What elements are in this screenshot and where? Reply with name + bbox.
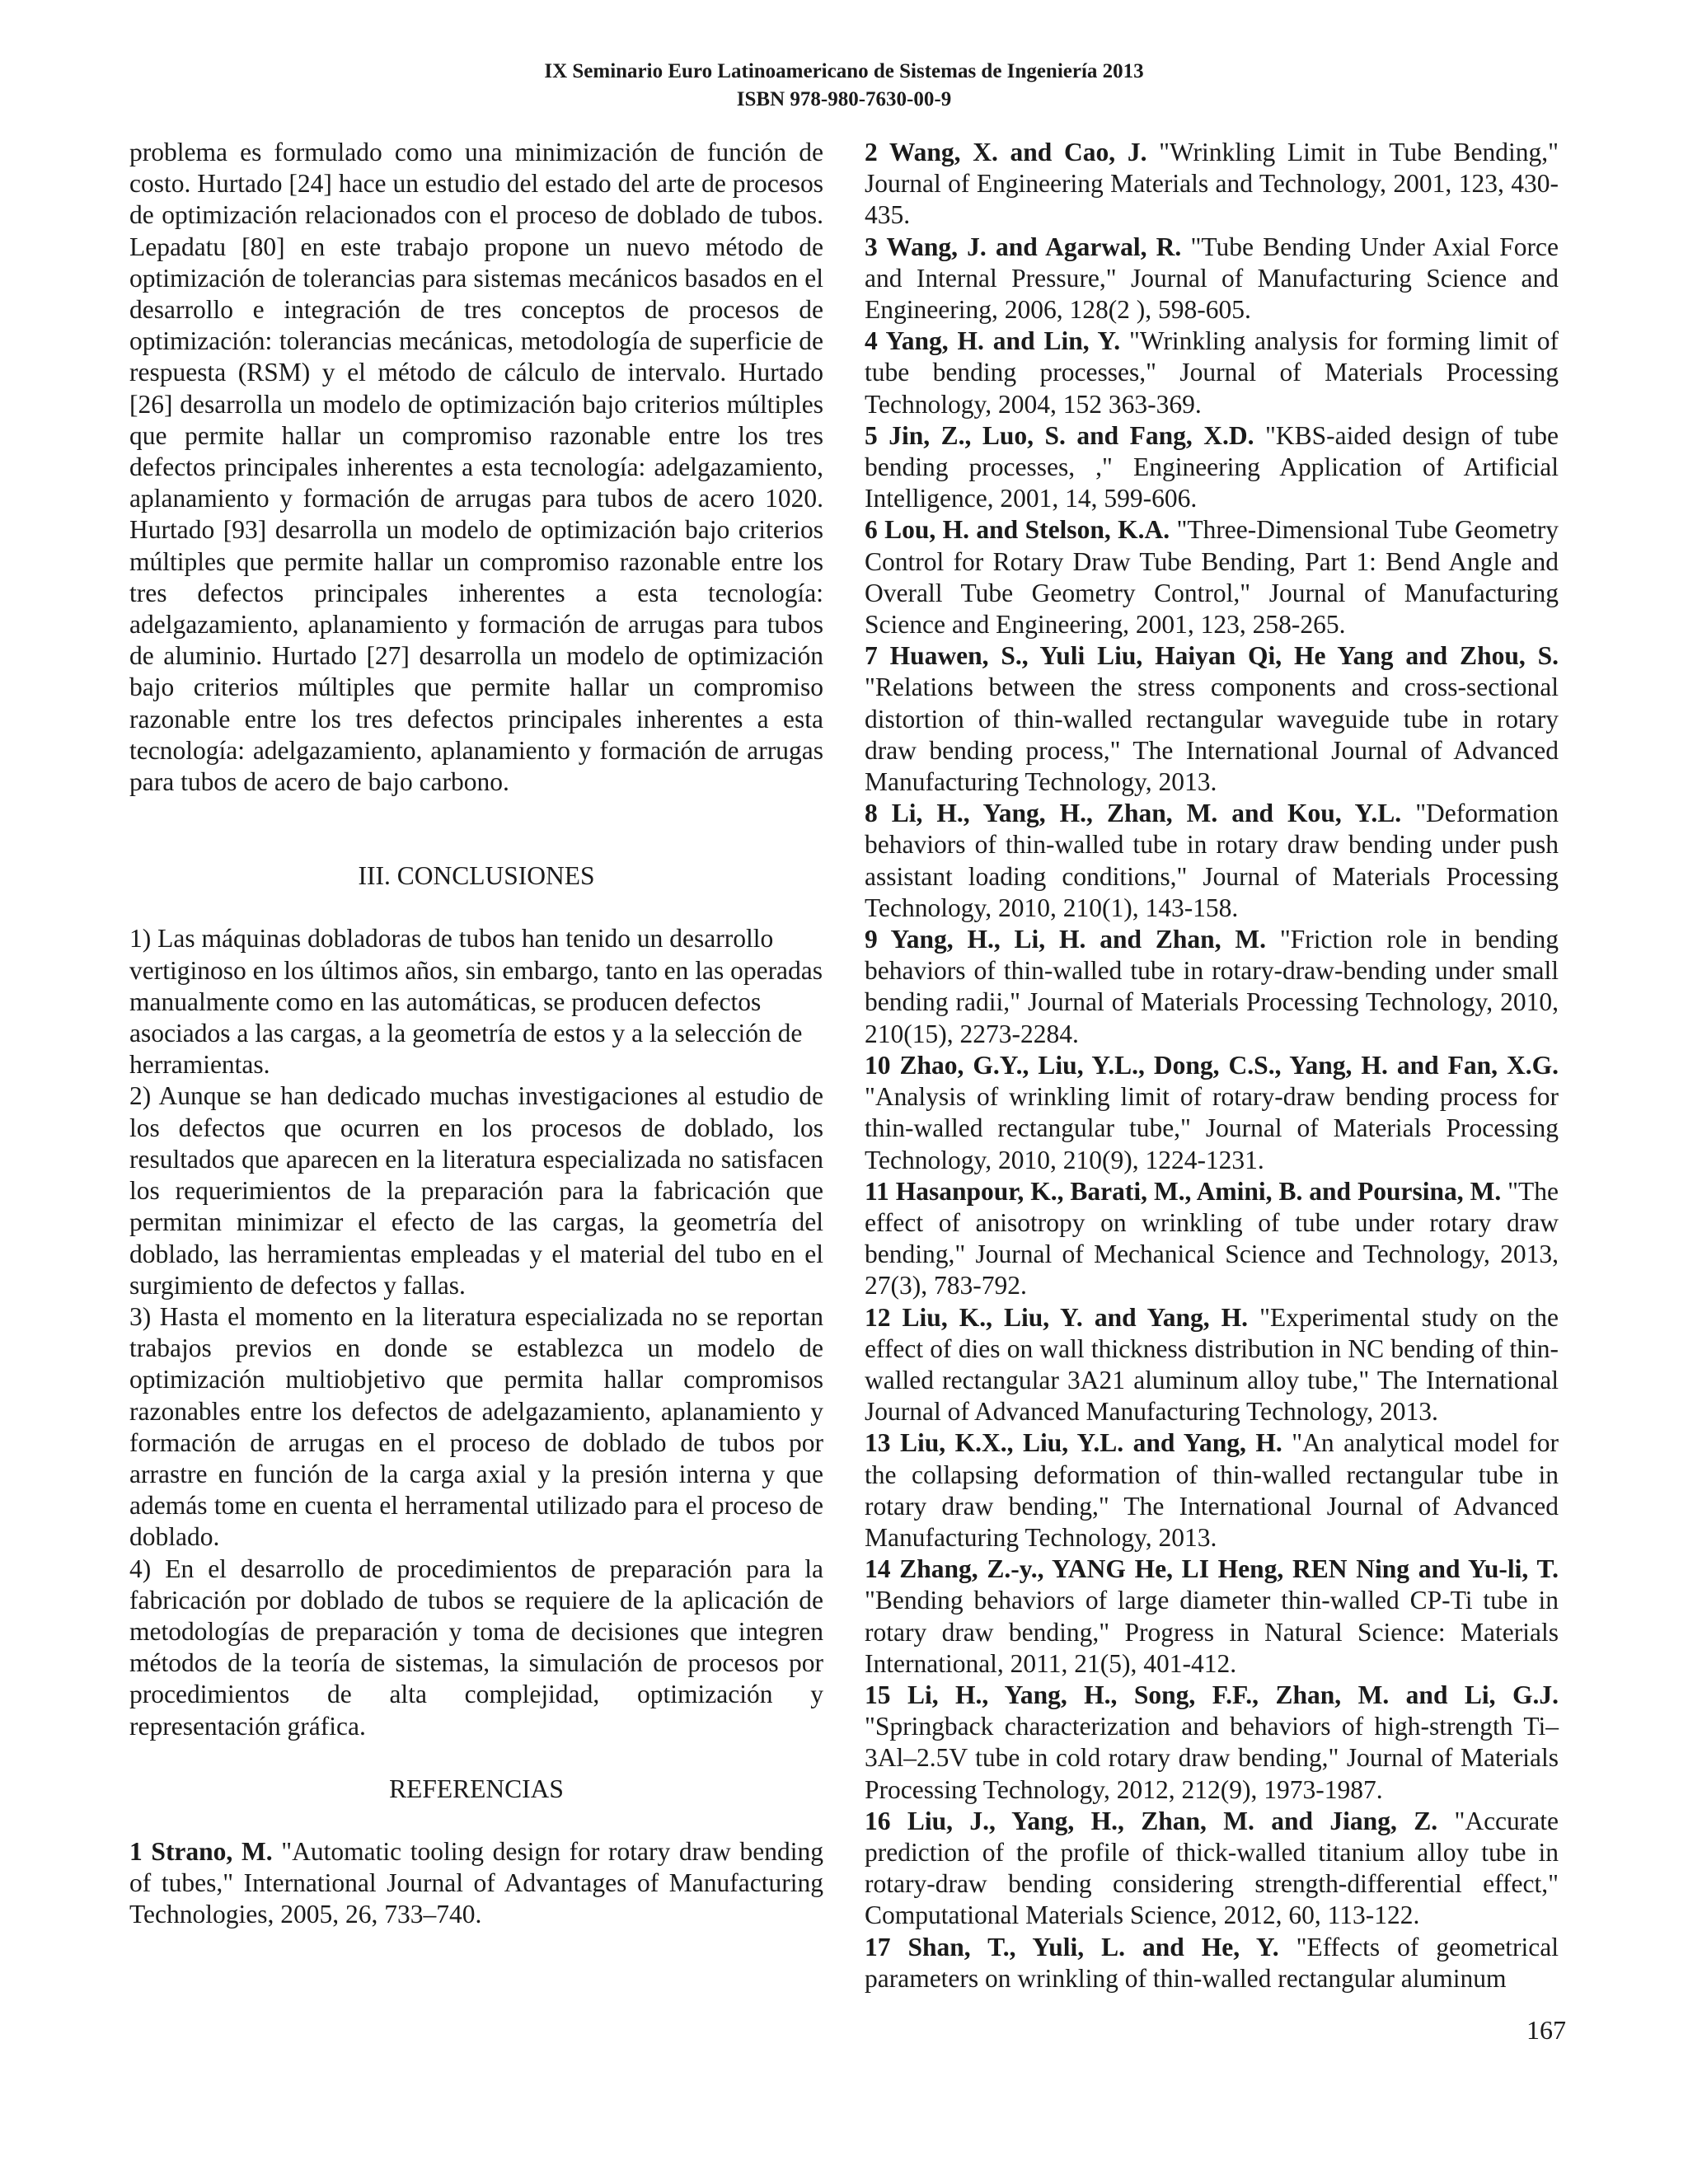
reference-authors: Liu, J., Yang, H., Zhan, M. and Jiang, Z.	[907, 1806, 1438, 1835]
references-heading: REFERENCIAS	[389, 1774, 564, 1803]
reference-text: "Accurate prediction of the profile of thick-walled titanium alloy tube in rotary-draw bending considering strength-differential effect," Computational Materials Science, 2012, 60, 113-122.	[865, 1806, 1559, 1930]
conference-title: IX Seminario Euro Latinoamericano de Sistemas de Ingeniería 2013	[544, 60, 1144, 82]
reference-authors: Strano, M.	[151, 1836, 273, 1866]
reference-number: 11	[865, 1176, 889, 1206]
reference-authors: Zhao, G.Y., Liu, Y.L., Dong, C.S., Yang, H. and Fan, X.G.	[899, 1050, 1559, 1080]
reference-authors: Yang, H. and Lin, Y.	[885, 326, 1121, 356]
reference-3	[865, 232, 1559, 326]
reference-10	[865, 1050, 1559, 1176]
reference-12	[865, 1302, 1559, 1428]
reference-text: "Deformation behaviors of thin-walled tube in rotary draw bending under push assistant loading conditions," Journal of Materials Processing Technology, 2010, 210(1), 143-158.	[865, 799, 1559, 922]
reference-authors: Li, H., Yang, H., Song, F.F., Zhan, M. and Li, G.J.	[907, 1680, 1559, 1709]
reference-9	[865, 924, 1559, 1050]
page-number: 167	[1526, 2015, 1566, 2045]
reference-number: 17	[865, 1932, 891, 1961]
conclusion-item-2: 2) Aunque se han dedicado muchas investigaciones al estudio de los defectos que ocurren en los procesos de doblado, los resultados que aparecen en la literatura especializada no satisfacen los requerimientos de la preparación para la fabricación que permitan minimizar el efecto de las cargas, la geometría del doblado, las herramientas empleadas y el material del tubo en el surgimiento de defectos y fallas.	[129, 1081, 823, 1300]
reference-number: 6	[865, 515, 878, 545]
reference-5	[865, 420, 1559, 515]
reference-text: "Tube Bending Under Axial Force and Internal Pressure," Journal of Manufacturing Science and Engineering, 2006, 128(2 ), 598-605.	[865, 232, 1559, 325]
reference-13	[865, 1427, 1559, 1554]
reference-7	[865, 640, 1559, 798]
reference-number: 13	[865, 1428, 891, 1458]
reference-authors: Yang, H., Li, H. and Zhan, M.	[890, 925, 1267, 954]
reference-number: 1	[129, 1836, 143, 1866]
reference-number: 8	[865, 799, 878, 828]
reference-authors: Li, H., Yang, H., Zhan, M. and Kou, Y.L.	[891, 799, 1402, 828]
reference-text: "Three-Dimensional Tube Geometry Control for Rotary Draw Tube Bending, Part 1: Bend Angle and Overall Tube Geometry Control," Journal of Manufacturing Science and Engineering, 2001, 123, 258-265.	[865, 515, 1559, 640]
reference-text: "Experimental study on the effect of dies on wall thickness distribution in NC bending of thin-walled rectangular 3A21 aluminum alloy tube," The International Journal of Advanced Manufacturing Technology, 2013.	[865, 1302, 1559, 1427]
conclusion-item-1: 1) Las máquinas dobladoras de tubos han tenido un desarrollo vertiginoso en los últimos años, sin embargo, tanto en las operadas manualmente como en las automáticas, se producen defectos asociados a las cargas, a la geometría de estos y a la selección de herramientas.	[129, 924, 823, 1080]
reference-text: "Effects of geometrical parameters on wrinkling of thin-walled rectangular aluminum	[865, 1932, 1559, 1993]
right-column	[865, 137, 1559, 1994]
reference-authors: Liu, K.X., Liu, Y.L. and Yang, H.	[900, 1428, 1282, 1458]
reference-text: "Relations between the stress components and cross-sectional distortion of thin-walled rectangular waveguide tube in rotary draw bending process," The International Journal of Advanced Manufacturing Technology, 2013.	[865, 673, 1559, 797]
conclusions-heading: III. CONCLUSIONES	[358, 861, 595, 891]
reference-number: 5	[865, 420, 878, 450]
conclusion-item-4: 4) En el desarrollo de procedimientos de preparación para la fabricación por doblado de tubos se requiere de la aplicación de metodologías de preparación y toma de decisiones que integren métodos de la teoría de sistemas, la simulación de procesos por procedimientos de alta complejidad, optimización y representación gráfica.	[129, 1554, 823, 1741]
reference-authors: Liu, K., Liu, Y. and Yang, H.	[902, 1302, 1249, 1332]
reference-authors: Shan, T., Yuli, L. and He, Y.	[907, 1932, 1279, 1961]
reference-authors: Hasanpour, K., Barati, M., Amini, B. and Poursina, M.	[895, 1176, 1502, 1206]
reference-text: "An analytical model for the collapsing deformation of thin-walled rectangular tube in rotary draw bending," The International Journal of Advanced Manufacturing Technology, 2013.	[865, 1428, 1559, 1552]
reference-text: "KBS-aided design of tube bending processes, ," Engineering Application of Artificial Intelligence, 2001, 14, 599-606.	[865, 420, 1559, 513]
reference-8	[865, 798, 1559, 924]
reference-2	[865, 137, 1559, 232]
reference-17	[865, 1932, 1559, 1994]
reference-number: 10	[865, 1050, 891, 1080]
reference-text: "The effect of anisotropy on wrinkling of tube under rotary draw bending," Journal of Mechanical Science and Technology, 2013, 27(3), 783-792.	[865, 1176, 1559, 1301]
reference-text: "Springback characterization and behaviors of high-strength Ti–3Al–2.5V tube in cold rotary draw bending," Journal of Materials Processing Technology, 2012, 212(9), 1973-1987.	[865, 1712, 1559, 1804]
conclusion-item-3: 3) Hasta el momento en la literatura especializada no se reportan trabajos previos en donde se establezca un modelo de optimización multiobjetivo que permita hallar compromisos razonables entre los defectos de adelgazamiento, aplanamiento y formación de arrugas en el proceso de doblado de tubos por arrastre en función de la carga axial y la presión interna y que además tome en cuenta el herramental utilizado para el proceso de doblado.	[129, 1301, 823, 1552]
reference-6	[865, 514, 1559, 640]
reference-authors: Wang, J. and Agarwal, R.	[886, 232, 1182, 261]
reference-number: 7	[865, 641, 878, 671]
reference-number: 16	[865, 1806, 891, 1835]
reference-15	[865, 1680, 1559, 1806]
reference-11	[865, 1176, 1559, 1302]
reference-text: "Friction role in bending behaviors of thin-walled tube in rotary-draw-bending under small bending radii," Journal of Materials Processing Technology, 2010, 210(15), 2273-2284.	[865, 925, 1559, 1048]
reference-number: 15	[865, 1680, 891, 1709]
reference-text: "Automatic tooling design for rotary draw bending of tubes," International Journal of Advantages of Manufacturing Technologies, 2005, 26, 733–740.	[129, 1836, 824, 1929]
reference-authors: Wang, X. and Cao, J.	[889, 138, 1147, 166]
reference-number: 4	[865, 326, 878, 356]
reference-number: 3	[865, 232, 878, 261]
reference-number: 2	[865, 138, 878, 166]
reference-text: "Analysis of wrinkling limit of rotary-draw bending process for thin-walled rectangular tube," Journal of Materials Processing Technology, 2010, 210(9), 1224-1231.	[865, 1082, 1559, 1174]
reference-number: 9	[865, 925, 878, 954]
left-column	[129, 137, 823, 1931]
reference-1	[129, 1836, 823, 1931]
reference-14	[865, 1554, 1559, 1680]
reference-number: 14	[865, 1554, 891, 1584]
reference-text: "Wrinkling analysis for forming limit of tube bending processes," Journal of Materials Processing Technology, 2004, 152 363-369.	[865, 326, 1559, 419]
reference-authors: Zhang, Z.-y., YANG He, LI Heng, REN Ning and Yu-li, T.	[899, 1554, 1559, 1584]
reference-text: "Wrinkling Limit in Tube Bending," Journal of Engineering Materials and Technology, 2001, 123, 430-435.	[865, 138, 1559, 230]
running-header	[0, 58, 1688, 114]
reference-authors: Jin, Z., Luo, S. and Fang, X.D.	[889, 420, 1254, 450]
reference-authors: Lou, H. and Stelson, K.A.	[884, 515, 1170, 545]
intro-paragraph: problema es formulado como una minimización de función de costo. Hurtado [24] hace un estudio del estado del arte de procesos de optimización relacionados con el proceso de doblado de tubos. Lepadatu [80] en este trabajo propone un nuevo método de optimización de tolerancias para sistemas mecánicos basados en el desarrollo e integración de tres conceptos de procesos de optimización: tolerancias mecánicas, metodología de superficie de respuesta (RSM) y el método de cálculo de intervalo. Hurtado [26] desarrolla un modelo de optimización bajo criterios múltiples que permite hallar un compromiso razonable entre los tres defectos principales inherentes a esta tecnología: adelgazamiento, aplanamiento y formación de arrugas para tubos de acero 1020. Hurtado [93] desarrolla un modelo de optimización bajo criterios múltiples que permite hallar un compromiso razonable entre los tres defectos principales inherentes a esta tecnología: adelgazamiento, aplanamiento y formación de arrugas para tubos de aluminio. Hurtado [27] desarrolla un modelo de optimización bajo criterios múltiples que permite hallar un compromiso razonable entre los tres defectos principales inherentes a esta tecnología: adelgazamiento, aplanamiento y formación de arrugas para tubos de acero de bajo carbono.	[129, 138, 823, 797]
reference-16	[865, 1806, 1559, 1932]
reference-text: "Bending behaviors of large diameter thin-walled CP-Ti tube in rotary draw bending," Progress in Natural Science: Materials International, 2011, 21(5), 401-412.	[865, 1586, 1559, 1678]
isbn: ISBN 978-980-7630-00-9	[736, 88, 952, 110]
reference-authors: Huawen, S., Yuli Liu, Haiyan Qi, He Yang and Zhou, S.	[889, 641, 1559, 671]
reference-4	[865, 326, 1559, 420]
reference-number: 12	[865, 1302, 891, 1332]
